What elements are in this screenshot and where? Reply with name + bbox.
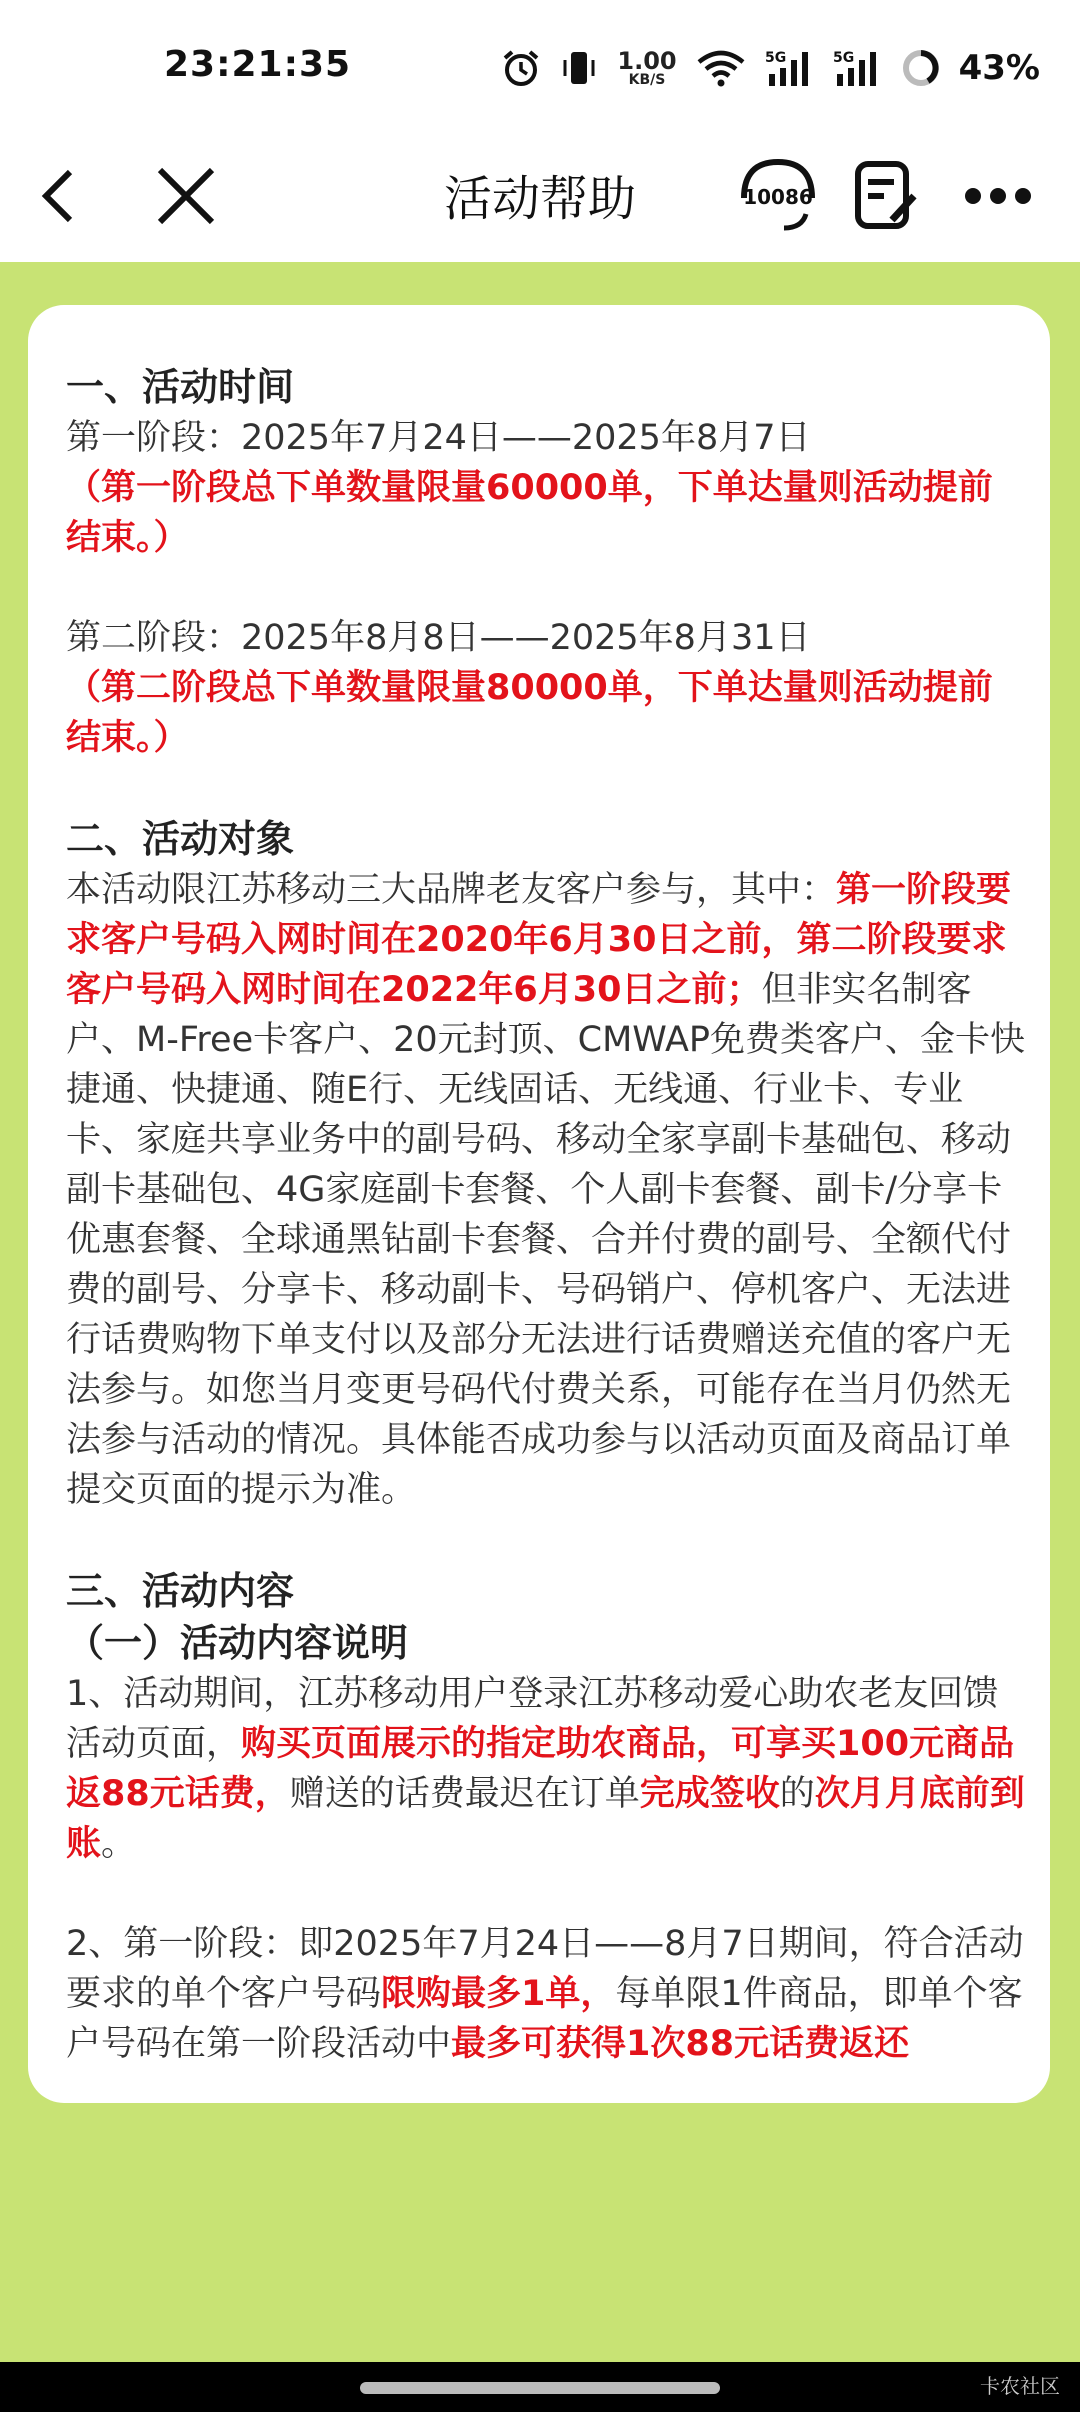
help-text [66,361,1026,2069]
net-speed-value: 1.00 [617,47,677,75]
wifi-icon [695,48,747,88]
watermark: 卡农社区 [980,2374,1060,2398]
home-indicator[interactable] [360,2382,720,2394]
section-3-item-2 [66,1919,1026,2069]
s3-1-text-e: 的 [779,1774,815,1814]
battery-percent: 43% [958,48,1040,88]
feedback-button[interactable] [846,156,926,236]
s2-text-a: 本活动限江苏移动三大品牌老友客户参与，其中： [66,870,837,910]
status-bar [0,0,1080,130]
s3-2-text-c: 每单限1件商品，即单个客户号码在第一阶段活动中 [66,1974,1023,2064]
alarm-icon [501,48,541,88]
page-title: 活动帮助 [443,171,636,227]
section-3-title: 三、活动内容 [66,1569,295,1613]
section-3-subtitle: （一）活动内容说明 [66,1621,409,1665]
section-3-item-1 [66,1669,1026,1869]
help-content-card[interactable] [28,305,1050,2103]
more-button[interactable] [958,156,1038,236]
stage-1-dates: 第一阶段：2025年7月24日——2025年8月7日 [66,418,811,458]
s3-2-text-a: 2、第一阶段：即2025年7月24日——8月7日期间，符合活动要求的单个客户号码 [66,1924,1024,2014]
s2-text-c: 但非实名制客户、M-Free卡客户、20元封顶、CMWAP免费类客户、金卡快捷通、快捷通、随E行、无线固话、无线通、行业卡、专业卡、家庭共享业务中的副号码、移动全家享副卡基础包、移动副卡基础包、4G家庭副卡套餐、个人副卡套餐、副卡/分享卡优惠套餐、全球通黑钻副卡套餐、合并付费的副号、全额代付费的副号、分享卡、移动副卡、号码销户、停机客户、无法进行话费购物下单支付以及部分无法进行话费赠送充值的客户无法参与。如您当月变更号码代付费关系，可能存在当月仍然无法参与活动的情况。具体能否成功参与以活动页面及商品订单提交页面的提示为准。 [66,970,1026,1510]
section-1-title: 一、活动时间 [66,365,295,409]
customer-service-button[interactable] [728,156,828,236]
stage-1-note: （第一阶段总下单数量限量60000单，下单达量则活动提前结束。） [66,468,993,558]
battery-icon [901,48,941,88]
s3-1-text-a: 1、活动期间，江苏移动用户登录江苏移动爱心助农老友回馈活动页面， [66,1674,999,1764]
s3-2-highlight-b: 限购最多1单， [381,1974,616,2014]
status-icons [501,40,1040,96]
system-nav-bar [0,2362,1080,2412]
s3-1-highlight-b: 购买页面展示的指定助农商品，可享买100元商品返88元话费， [66,1724,1015,1814]
s3-1-text-g: 。 [101,1824,137,1864]
svg-text:5G: 5G [832,50,854,66]
nav-bar [0,130,1080,262]
vibrate-icon [559,48,599,88]
net-speed-unit: KB/S [628,72,666,88]
svg-text:5G: 5G [764,50,786,66]
more-dots-icon [963,186,1033,206]
s3-1-highlight-f: 次月月底前到账 [66,1774,1025,1864]
status-time: 23:21:35 [164,44,352,85]
stage-2-note: （第二阶段总下单数量限量80000单，下单达量则活动提前结束。） [66,668,993,758]
headset-icon [730,156,826,236]
section-2-paragraph [66,865,1026,1515]
signal-5g-icon-1 [765,48,815,88]
section-2-title: 二、活动对象 [66,817,295,861]
s2-text-highlight: 第一阶段要求客户号码入网时间在2020年6月30日之前，第二阶段要求客户号码入网时间在2022年6月30日之前； [66,870,1012,1010]
signal-5g-icon-2 [833,48,883,88]
s3-1-text-c: 赠送的话费最迟在订单 [289,1774,640,1814]
s3-2-highlight-d: 最多可获得1次88元话费返还 [451,2024,910,2064]
net-speed [617,49,676,87]
edit-note-icon [852,160,920,232]
stage-2-dates: 第二阶段：2025年8月8日——2025年8月31日 [66,618,811,658]
svg-text:10086: 10086 [743,185,813,209]
s3-1-highlight-d: 完成签收 [639,1774,780,1814]
